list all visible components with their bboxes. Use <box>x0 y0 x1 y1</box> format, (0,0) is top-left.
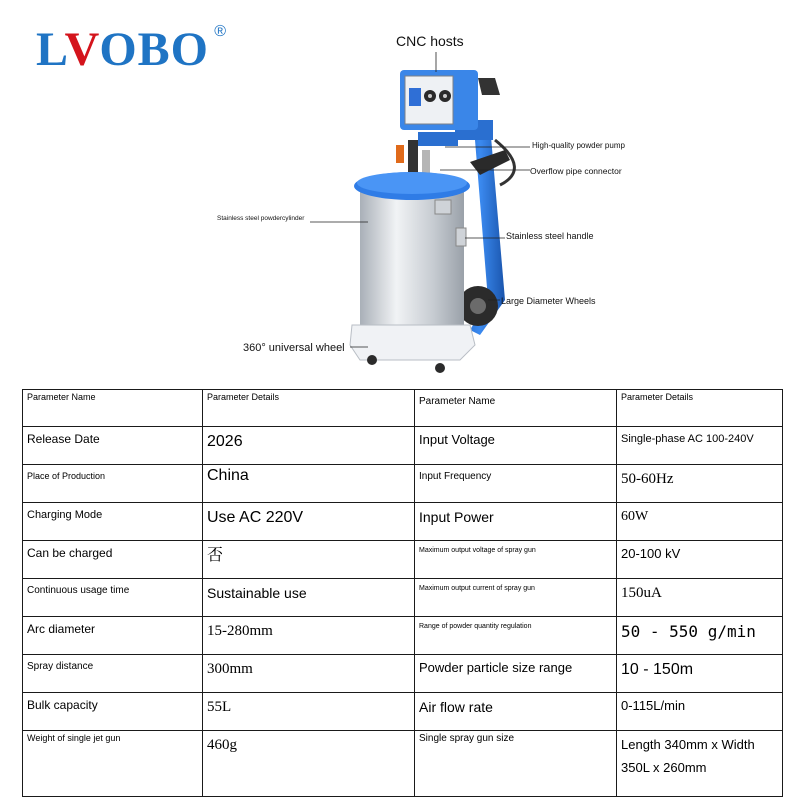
table-row <box>23 541 783 579</box>
table-cell: Input Power <box>415 503 617 541</box>
table-cell: 15-280mm <box>203 617 415 655</box>
logo-letter-v: V <box>64 23 100 76</box>
callout-powder-cylinder: Stainless steel powdercylinder <box>217 215 305 222</box>
callout-powder-pump: High-quality powder pump <box>532 141 625 150</box>
table-header-row <box>23 390 783 427</box>
table-cell: Can be charged <box>23 541 203 579</box>
callout-cnc-hosts: CNC hosts <box>396 33 464 49</box>
header-cell: Parameter Name <box>23 390 203 427</box>
logo-letters-obo: OBO <box>99 23 209 76</box>
header-cell: Parameter Details <box>617 390 783 427</box>
table-cell: 55L <box>203 693 415 731</box>
table-cell: Input Voltage <box>415 427 617 465</box>
callout-steel-handle: Stainless steel handle <box>506 231 594 241</box>
universal-wheel-base <box>350 325 475 373</box>
table-row <box>23 655 783 693</box>
table-cell: Use AC 220V <box>203 503 415 541</box>
table-cell: Weight of single jet gun <box>23 731 203 797</box>
table-cell: Powder particle size range <box>415 655 617 693</box>
header-cell: Parameter Details <box>203 390 415 427</box>
cnc-control-box <box>400 70 478 130</box>
callout-large-wheels: Large Diameter Wheels <box>501 296 596 306</box>
table-cell: Arc diameter <box>23 617 203 655</box>
table-cell: Bulk capacity <box>23 693 203 731</box>
table-cell: 否 <box>203 541 415 579</box>
table-row <box>23 617 783 655</box>
table-cell: Single-phase AC 100-240V <box>617 427 783 465</box>
table-cell: 10 - 150m <box>617 655 783 693</box>
table-cell: 150uA <box>617 579 783 617</box>
table-cell: 50 - 550 g/min <box>617 617 783 655</box>
table-cell: Release Date <box>23 427 203 465</box>
header-cell: Parameter Name <box>415 390 617 427</box>
powder-coating-machine-illustration <box>0 30 800 380</box>
table-cell: Air flow rate <box>415 693 617 731</box>
table-cell: 0-115L/min <box>617 693 783 731</box>
table-cell: Length 340mm x Width 350L x 260mm <box>617 731 783 797</box>
table-row <box>23 693 783 731</box>
table-cell: 300mm <box>203 655 415 693</box>
table-cell: Maximum output current of spray gun <box>415 579 617 617</box>
table-cell: 20-100 kV <box>617 541 783 579</box>
table-cell: Continuous usage time <box>23 579 203 617</box>
callout-universal-wheel: 360° universal wheel <box>243 342 345 354</box>
table-row <box>23 465 783 503</box>
table-cell: 2026 <box>203 427 415 465</box>
table-row <box>23 579 783 617</box>
table-row <box>23 503 783 541</box>
powder-pump <box>396 132 458 176</box>
callout-overflow-pipe: Overflow pipe connector <box>530 166 622 176</box>
table-row <box>23 427 783 465</box>
table-cell: Place of Production <box>23 465 203 503</box>
table-cell: 460g <box>203 731 415 797</box>
table-cell: 50-60Hz <box>617 465 783 503</box>
table-cell: 60W <box>617 503 783 541</box>
table-cell: Spray distance <box>23 655 203 693</box>
parameter-table <box>22 389 783 797</box>
table-cell: Input Frequency <box>415 465 617 503</box>
registered-mark: ® <box>214 23 227 40</box>
table-cell: China <box>203 465 415 503</box>
table-cell: Single spray gun size <box>415 731 617 797</box>
table-cell: Sustainable use <box>203 579 415 617</box>
table-row <box>23 731 783 797</box>
table-cell: Charging Mode <box>23 503 203 541</box>
table-cell: Maximum output voltage of spray gun <box>415 541 617 579</box>
logo-letter-l: L <box>36 23 65 76</box>
table-cell: Range of powder quantity regulation <box>415 617 617 655</box>
